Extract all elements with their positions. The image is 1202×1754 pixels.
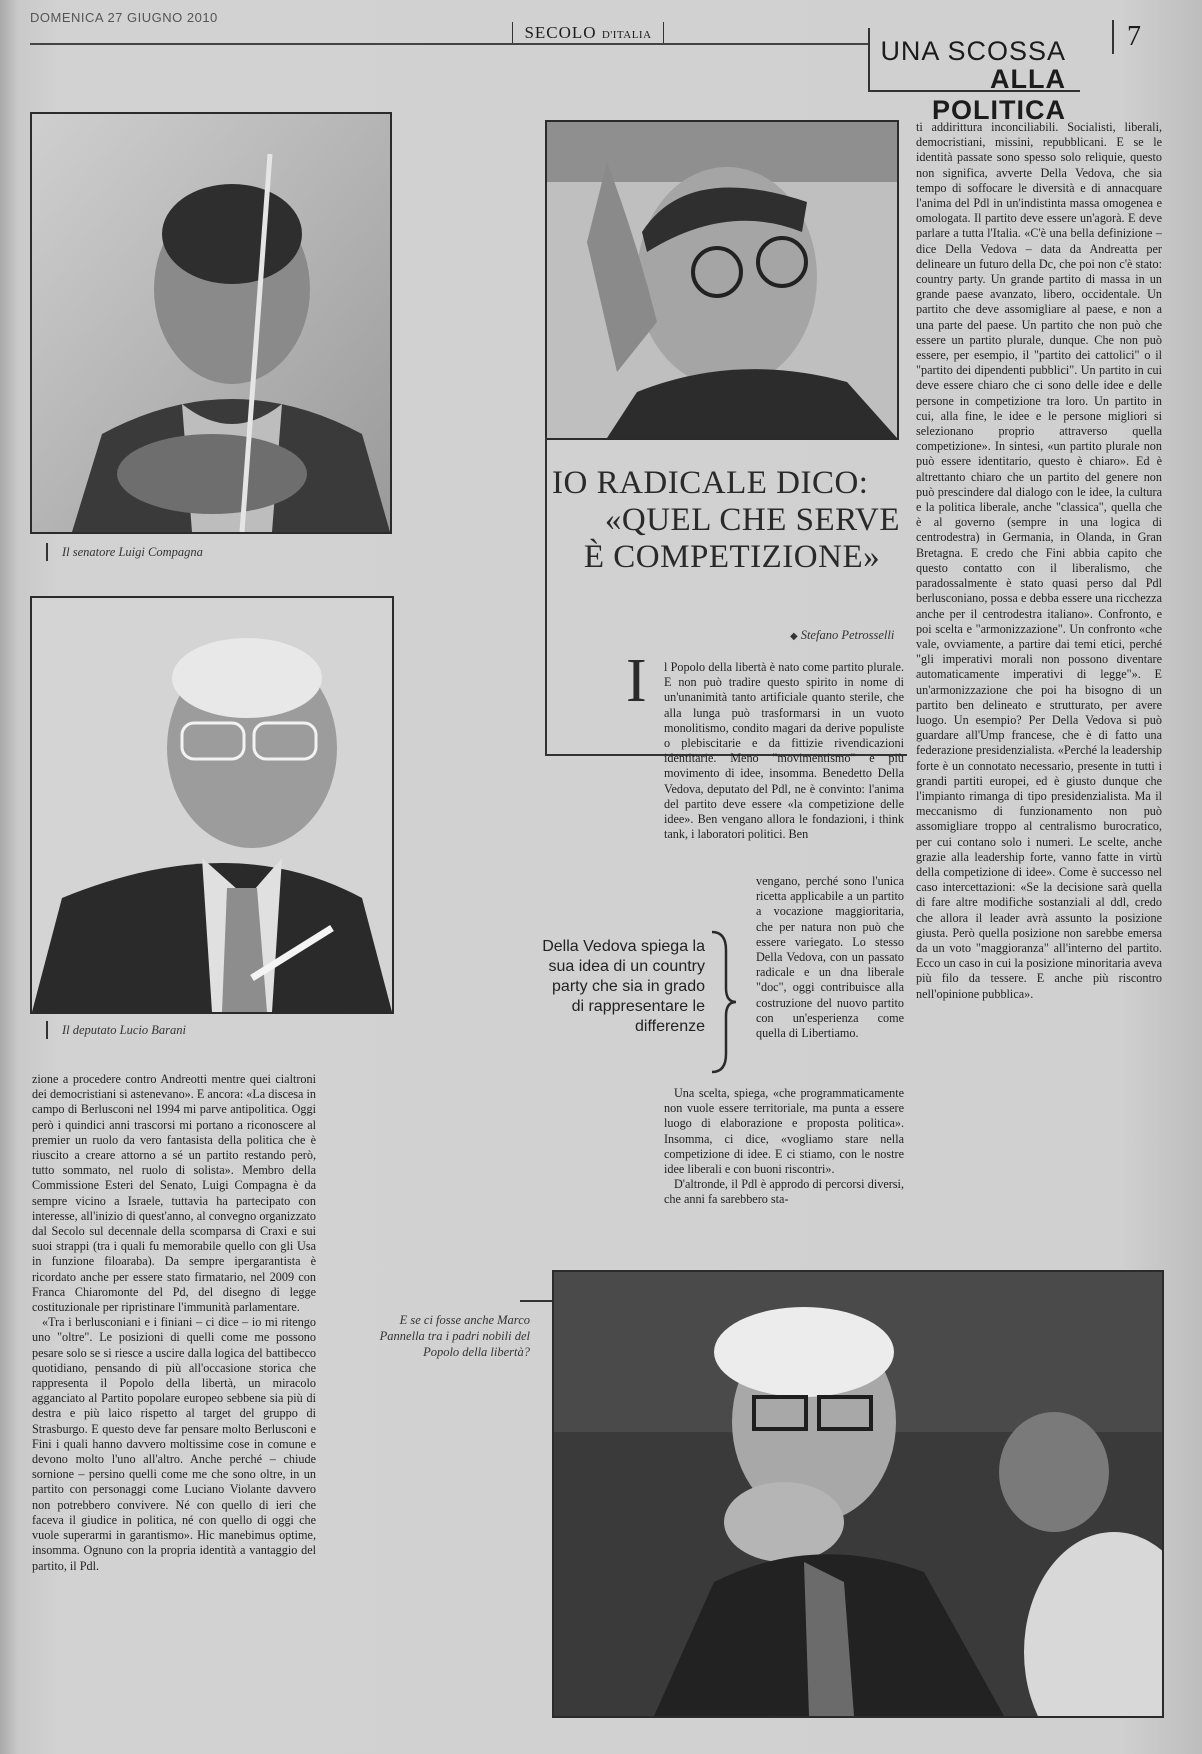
- article-headline: [552, 465, 912, 576]
- headline-line3: È COMPETIZIONE»: [583, 539, 881, 575]
- headline-line2: «QUEL CHE SERVE: [604, 502, 900, 538]
- caption-rule: [520, 1300, 552, 1302]
- byline: [790, 628, 894, 643]
- brace-icon: [708, 930, 738, 1075]
- masthead-main: SECOLO: [524, 23, 597, 42]
- paragraph: Una scelta, spiega, «che programmaticamente non vuole essere territoriale, ma punta a essere luogo di elaborazione e proposta politica». Insomma, ci dice, «vogliamo stare nella competizione di idee. E ci stiamo, con le nostre idee liberali e con buoni riscontri».: [664, 1086, 904, 1177]
- section-title-line1: UNA SCOSSA: [880, 36, 1066, 66]
- photo-marco-pannella: [552, 1270, 1164, 1718]
- article-col-mid-c: [664, 1086, 904, 1208]
- article-col-left: [32, 1072, 316, 1574]
- masthead-suffix: D'ITALIA: [601, 29, 652, 41]
- photo-lucio-barani: [30, 596, 394, 1014]
- section-title: [868, 28, 1080, 125]
- paragraph: vengano, perché sono l'unica ricetta applicabile a un partito a vocazione maggioritaria, che per natura non può che essere variegato. Lo stesso Della Vedova, con un passato radicale e un dna liberale "doc", oggi contribuisce alla costruzione del nuovo partito con un'esperienza come quella di Libertiamo.: [756, 874, 904, 1041]
- paragraph: D'altronde, il Pdl è approdo di percorsi diversi, che anni fa sarebbero sta-: [664, 1177, 904, 1207]
- photo-della-vedova: [545, 120, 899, 440]
- photo2-caption: Il deputato Lucio Barani: [46, 1021, 186, 1039]
- article-col-mid-b: [756, 874, 904, 1041]
- section-title-line2: ALLA POLITICA: [932, 64, 1066, 125]
- paragraph: l Popolo della libertà è nato come partito plurale. E non può tradire questo spirito in nome di un'unanimità tanto artificiale quanto sterile, che alla lunga può trasformarsi in un vuoto monolitismo, condito magari da derive populiste o plebiscitarie e da fittizie rivendicazioni identitarie. Meno "movimentismo" e più movimento di idee, insomma. Benedetto Della Vedova, deputato del Pdl, ne è convinto: l'anima del partito deve essere «la competizione delle idee». Ben vengano allora le fondazioni, i think tank, i laboratori politici. Ben: [664, 660, 904, 842]
- headline-line1: IO RADICALE DICO:: [552, 465, 869, 501]
- byline-author: Stefano Petrosselli: [800, 628, 895, 642]
- pull-quote: Della Vedova spiega la sua idea di un country party che sia in grado di rappresentare le differenze: [542, 938, 705, 1035]
- header-rule: [30, 43, 870, 45]
- paragraph: zione a procedere contro Andreotti mentre quei cialtroni dei democristiani si astenevano». E ancora: «La discesa in campo di Berlusconi nel 1994 mi parve antipolitica. Oggi però i quindici anni trascorsi mi portano a riconoscere al premier un ruolo da vero fantasista della politica che è riuscito a creare attorno a sé un partito restando però, tutto sommato, nel ruolo di solista». Membro della Commissione Esteri del Senato, Luigi Compagna è da sempre vicino a Israele, tuttavia ha partecipato con interesse, all'inizio di quest'anno, al convegno organizzato dal Secolo sul decennale della scomparsa di Craxi e sui suoi strappi (tra i quali fu memorabile quello con gli Usa in funzione filoaraba). Da sempre ipergarantista è ricordato anche per essere stato firmatario, nel 2009 con Franca Chiaromonte del Pd, del disegno di legge costituzionale per ripristinare l'immunità parlamentare.: [32, 1072, 316, 1315]
- photo4-caption: E se ci fosse anche Marco Pannella tra i padri nobili del Popolo della libertà?: [379, 1313, 530, 1359]
- article-col-mid-a: [664, 660, 904, 842]
- paragraph: «Tra i berlusconiani e i finiani – ci dice – io mi ritengo uno "oltre". Le posizioni di quelli come me possono pesare solo se si riesce a uscire dalla logica del battibecco quotidiano, pensando di più all'occasione storica che rappresenta il Popolo della libertà, un miracolo agganciato al Partito popolare europeo sebbene sia più di destra e più laico rispetto al target del gruppo di Strasburgo. E questo deve far pensare molto Berlusconi e Fini i quali hanno davvero moltissime cose in comune e devono molto l'uno all'altro. Anche perché – chiude sornione – persino quelli come me che sono oltre, in un partito con personaggi come Luciano Violante davvero non potrebbero convivere. Né con quello di ieri che faceva il giudice in politica, né con quello di oggi che vuole superarmi in garantismo». Hic manebimus optime, insomma. Ognuno con la propria identità a vantaggio del partito, il Pdl.: [32, 1315, 316, 1573]
- masthead: [512, 22, 664, 45]
- page-number: 7: [1112, 20, 1154, 54]
- photo-luigi-compagna: [30, 112, 392, 534]
- dropcap: I: [626, 647, 647, 715]
- article-col-right: [916, 120, 1162, 1002]
- byline-diamond-icon: ◆: [790, 631, 798, 642]
- paragraph: ti addirittura inconciliabili. Socialisti, liberali, democristiani, missini, repubblicani. E se le identità passate sono spesso solo reliquie, questo non significa, avverte Della Vedova, che sia tempo di soffocare le diversità e di annacquare l'anima del Pdl in un'indistinta massa omogenea e omologata. Il partito deve essere un'agorà. E deve parlare a tutta l'Italia. «C'è una bella definizione – dice Della Vedova – data da Andreatta per delineare un futuro della Dc, che poi non c'è stato: country party. Un grande partito di massa in un grande paese avanzato, libero, occidentale. Un partito che deve assomigliare al paese, e non a una parte del paese. Un partito che non può che essere un partito plurale, dunque. Che non può essere, per esempio, il "partito dei cattolici" o il "partito dei dipendenti pubblici". Un partito in cui deve essere chiaro che ci sono delle idee e delle persone in competizione tra loro. Un partito in cui, alla fine, le idee e le persone migliori si selezionano proprio attraverso quella competizione». In sintesi, «un partito plurale non può essere identitario, questo è chiaro». Ed è altrettanto chiaro che un partito del genere non può prescindere dal dialogo con le idee, la cultura e la politica liberale, anche "classica", quella che è al governo (sempre in una logica di centrodestra) in Germania, in Olanda, in Gran Bretagna. E credo che Fini abbia capito che questo contatto con il liberalismo, che paradossalmente è stato quasi perso dal Pdl berlusconiano, possa e debba essere una ricchezza anche per il centrodestra italiano». Confronto, e poi scelta e "armonizzazione". Un confronto «che vale, ovviamente, a partire dai temi etici, perché "gli imperativi morali non possono diventare automaticamente imperativi di legge"». E un'armonizzazione che poi ha bisogno di un partito ben delineato e strutturato, per avere luogo. Un esempio? Per Della Vedova si può guardare all'Ump francese, che è di fatto una federazione presidenzialista. «Perché la leadership forte è un connotato necessario, presente in tutti i grandi partiti europei, ed è giusto dunque che l'impianto rimanga di tipo presidenzialista. Ma il meccanismo di funzionamento non può assomigliare troppo al centralismo burocratico, per cui contano solo i numeri. Le scelte, anche grazie alla leadership forte, vanno fatte in virtù della competizione di idee». Come è successo nel caso intercettazioni: «Se la decisione sarà quella di fare altre modifiche sostanziali al ddl, credo che allora il leader avrà assunto la posizione giusta. Però quella posizione non sarebbe emersa da un voto "maggioranza" all'interno del partito. Ecco un caso in cui la posizione minoritaria aveva più filo da tessere. E anche più riscontro nell'opinione pubblica».: [916, 120, 1162, 1001]
- issue-date: DOMENICA 27 GIUGNO 2010: [30, 10, 218, 25]
- photo1-caption: Il senatore Luigi Compagna: [46, 543, 203, 561]
